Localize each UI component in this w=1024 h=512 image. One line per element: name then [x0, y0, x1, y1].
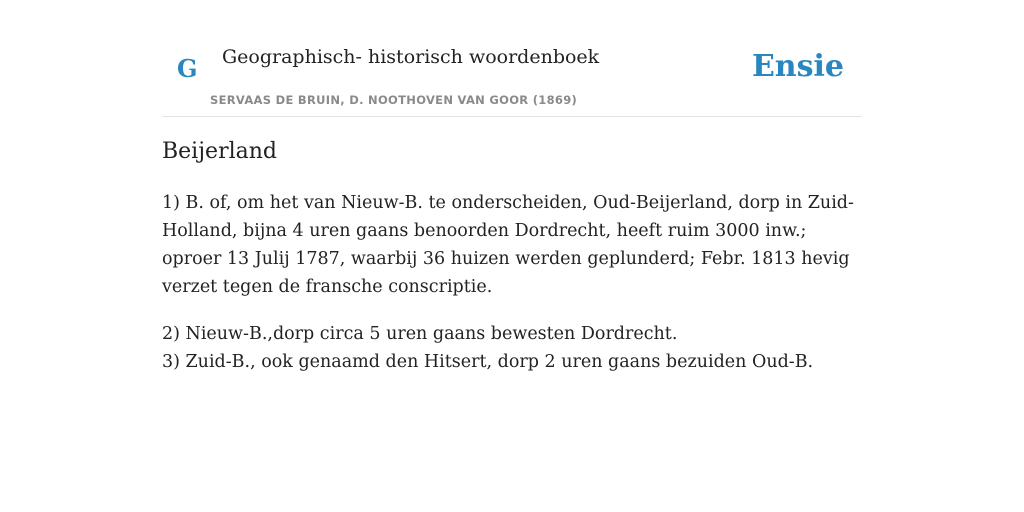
ensie-logo-link[interactable]: Ensie [751, 49, 844, 84]
entry-paragraph: 2) Nieuw-B.,dorp circa 5 uren gaans bewesten Dordrecht. [162, 323, 678, 344]
dictionary-header [162, 0, 862, 117]
entry-title: Beijerland [162, 139, 277, 164]
entry-article [162, 138, 862, 376]
dictionary-authors: SERVAAS DE BRUIN, D. NOOTHOVEN VAN GOOR (1869) [210, 93, 578, 107]
entry-paragraph: 3) Zuid-B., ook genaamd den Hitsert, dorp 2 uren gaans bezuiden Oud-B. [162, 351, 814, 372]
dictionary-title[interactable]: Geographisch- historisch woordenboek [222, 46, 600, 68]
entry-paragraph: 1) B. of, om het van Nieuw-B. te onderscheiden, Oud-Beijerland, dorp in Zuid-Holland, bijna 4 uren gaans benoorden Dordrecht, heeft ruim 3000 inw.; oproer 13 Julij 1787, waarbij 36 huizen werden geplunderd; Febr. 1813 hevig verzet tegen de fransche conscriptie. [162, 192, 854, 297]
dictionary-logo-icon[interactable]: G [177, 54, 198, 83]
entry-body [162, 189, 862, 376]
